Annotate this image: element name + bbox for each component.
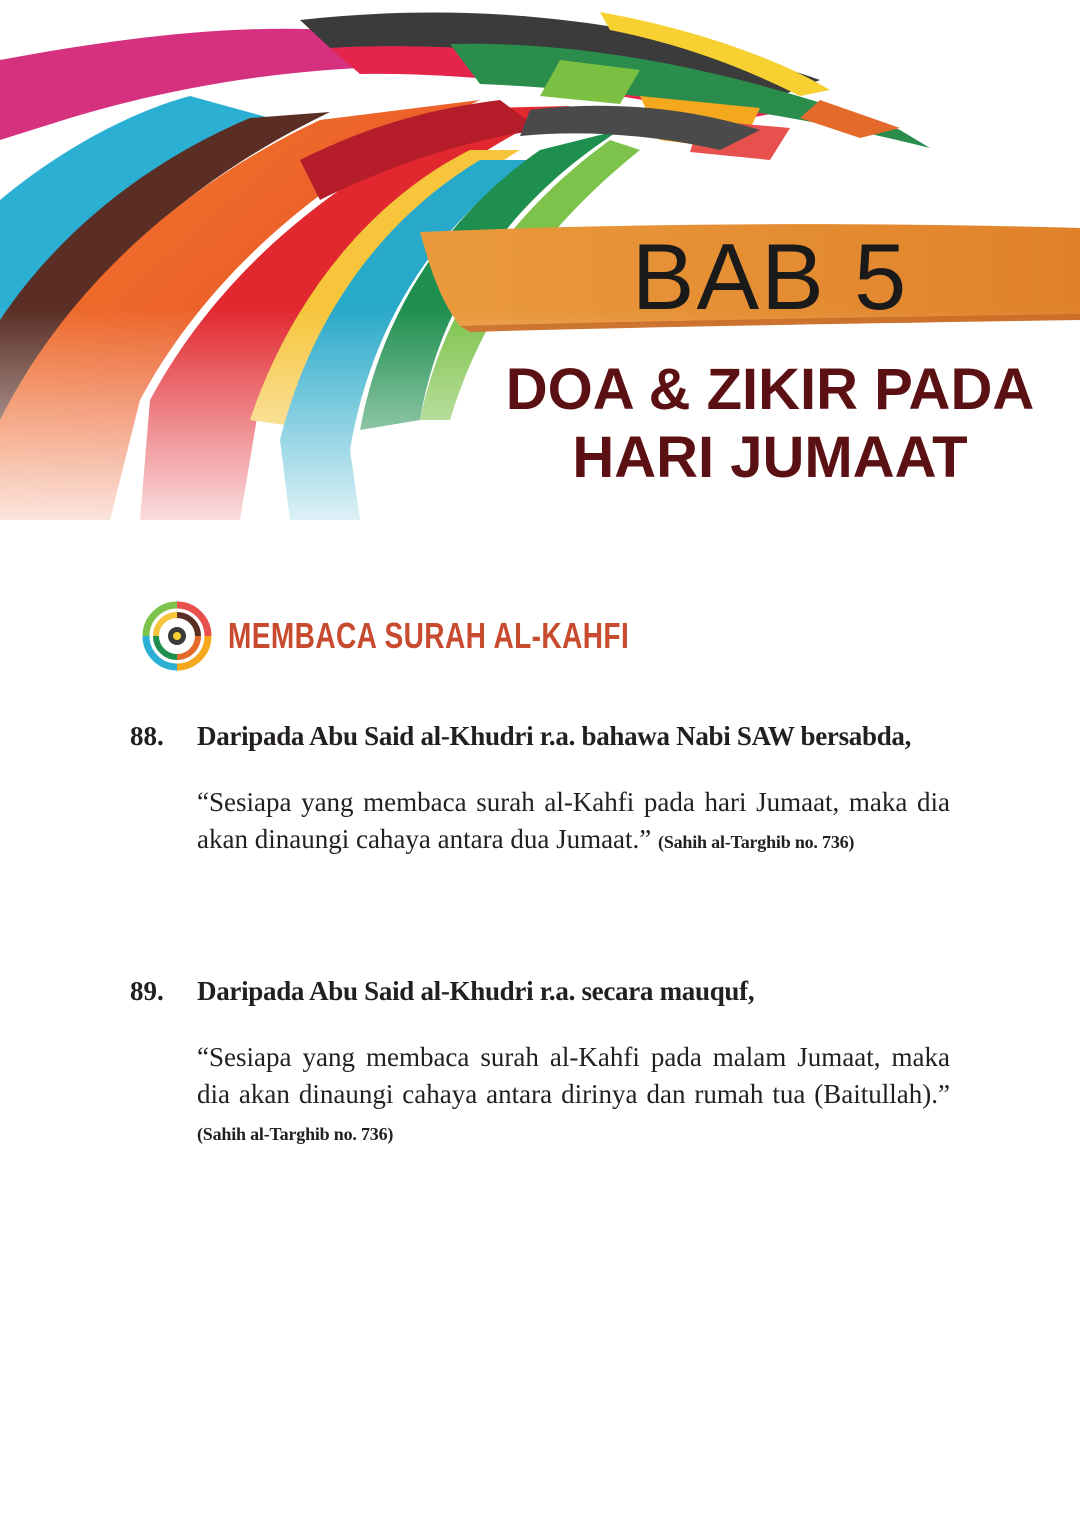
entry-heading (130, 718, 950, 754)
entry-number: 88. (130, 721, 164, 751)
circular-logo-icon (142, 601, 212, 671)
section-heading (142, 600, 742, 672)
chapter-number: BAB 5 (631, 224, 909, 329)
entry-intro: Daripada Abu Said al-Khudri r.a. secara mauquf, (197, 976, 755, 1006)
section-title: MEMBACA SURAH AL-KAHFI (228, 615, 630, 656)
chapter-title (470, 356, 1070, 492)
chapter-title-line-2: HARI JUMAAT (572, 425, 968, 490)
quote-text: “Sesiapa yang membaca surah al-Kahfi pada hari Jumaat, maka dia akan dinaungi cahaya antara dua Jumaat.” (197, 787, 950, 854)
quote-source: (Sahih al-Targhib no. 736) (658, 832, 855, 852)
quote-text: “Sesiapa yang membaca surah al-Kahfi pada malam Jumaat, maka dia akan dinaungi cahaya antara dirinya dan rumah tua (Baitullah).” (197, 1042, 950, 1109)
entry-quote (197, 1039, 950, 1153)
entry-number: 89. (130, 976, 164, 1006)
hadith-entry-89 (130, 973, 950, 1153)
entry-intro: Daripada Abu Said al-Khudri r.a. bahawa Nabi SAW bersabda, (197, 721, 912, 751)
chapter-title-line-1: DOA & ZIKIR PADA (505, 357, 1035, 422)
entry-quote (197, 784, 950, 861)
entry-heading (130, 973, 950, 1009)
quote-source: (Sahih al-Targhib no. 736) (197, 1124, 394, 1144)
hadith-entry-88 (130, 718, 950, 861)
